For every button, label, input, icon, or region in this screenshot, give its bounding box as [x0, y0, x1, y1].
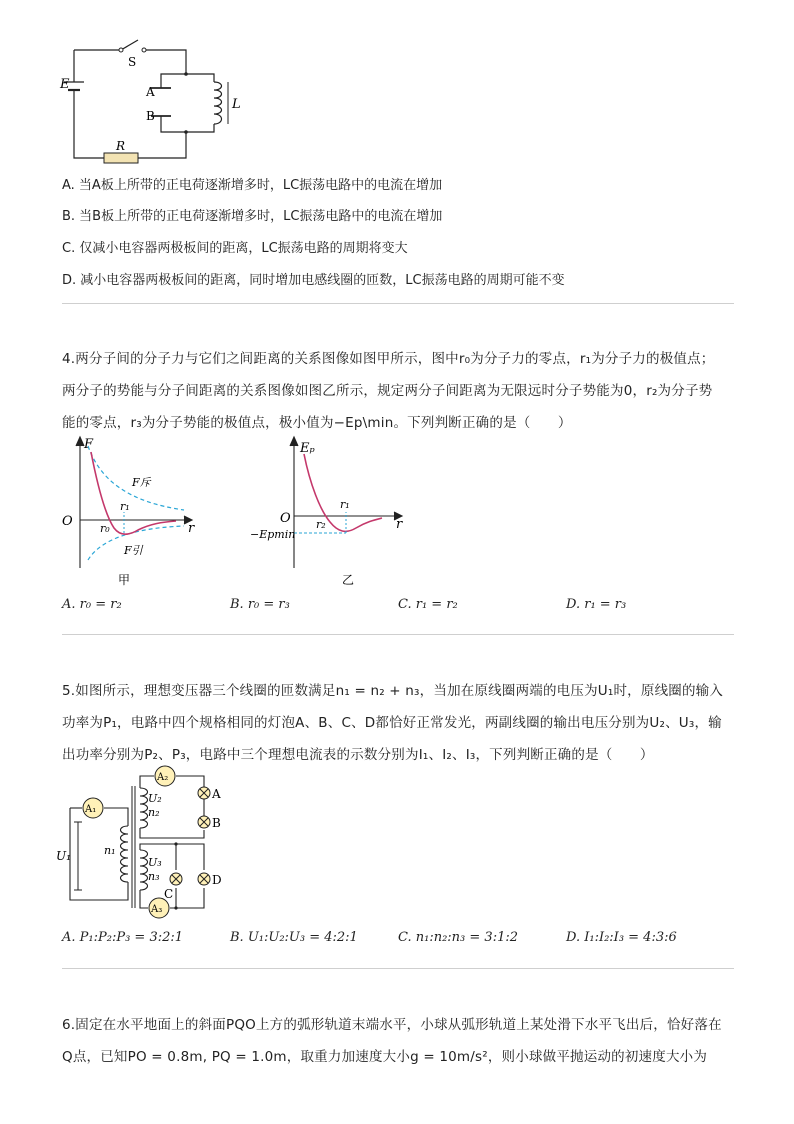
label-e: E	[60, 77, 70, 92]
q5-line-2: 功率为P₁，电路中四个规格相同的灯泡A、B、C、D都恰好正常发光，两副线圈的输出电压分别为U₂、U₃，输	[62, 715, 722, 731]
label-b: B	[146, 109, 155, 123]
q6-line-1: 6.固定在水平地面上的斜面PQO上方的弧形轨道末端水平，小球从弧形轨道上某处滑下水平飞出后，恰好落在	[62, 1017, 722, 1033]
q4-line-1: 4.两分子间的分子力与它们之间距离的关系图像如图甲所示，图中r₀为分子力的零点，r₁为分子力的极值点；	[62, 351, 715, 367]
label-r: R	[116, 139, 126, 153]
svg-text:A₁: A₁	[85, 804, 97, 815]
q4-line-3: 能的零点，r₃为分子势能的极值点，极小值为−Ep\min。下列判断正确的是（ ）	[62, 415, 572, 431]
q3-option-c: C. 仅减小电容器两极板间的距离，LC振荡电路的周期将变大	[62, 241, 408, 256]
q3-option-d: D. 减小电容器两极板间的距离，同时增加电感线圈的匝数，LC振荡电路的周期可能不变	[62, 273, 565, 288]
label-n3: n₃	[148, 870, 160, 883]
label-n2: n₂	[148, 806, 160, 819]
label-f-attraction: F引	[124, 544, 143, 557]
label-s: S	[128, 55, 137, 69]
resistor-r	[104, 153, 138, 163]
q4-line-2: 两分子的势能与分子间距离的关系图像如图乙所示，规定两分子间距离为无限远时分子势能为0，r₂为分子势	[62, 383, 713, 399]
label-r0: r₀	[100, 522, 110, 535]
label-lamp-a: A	[212, 787, 221, 801]
label-r-axis: r	[188, 521, 195, 536]
label-f: F	[84, 437, 94, 452]
label-lamp-b: B	[212, 816, 221, 830]
label-u1: U₁	[56, 849, 71, 863]
lc-circuit-figure	[56, 36, 246, 168]
label-o: O	[62, 514, 73, 529]
ammeter-a3	[149, 898, 169, 918]
label-r1: r₁	[120, 500, 130, 513]
transformer-circuit-figure	[56, 762, 246, 922]
svg-text:A₃: A₃	[151, 904, 163, 915]
ammeter-a2	[155, 766, 175, 786]
label-r1-yi: r₁	[340, 498, 350, 511]
q4-option-b: B. r₀ = r₃	[230, 597, 290, 612]
lamp-c	[170, 873, 182, 885]
q4-option-d: D. r₁ = r₃	[566, 597, 627, 612]
label-ep: Eₚ	[300, 441, 315, 456]
q4-option-c: C. r₁ = r₂	[398, 597, 458, 612]
q3-option-a: A. 当A板上所带的正电荷逐渐增多时，LC振荡电路中的电流在增加	[62, 178, 443, 193]
label-r2: r₂	[316, 518, 326, 531]
q5-option-c: C. n₁:n₂:n₃ = 3:1:2	[398, 930, 518, 945]
q3-option-b: B. 当B板上所带的正电荷逐渐增多时，LC振荡电路中的电流在增加	[62, 209, 443, 224]
q5-option-a: A. P₁:P₂:P₃ = 3:2:1	[62, 930, 184, 945]
label-n1: n₁	[104, 844, 116, 857]
lamp-d	[198, 873, 210, 885]
separator	[62, 634, 734, 635]
figure-yi-potential-graph	[250, 432, 410, 588]
label-u2: U₂	[148, 792, 162, 805]
svg-text:A₂: A₂	[157, 772, 169, 783]
ammeter-a1	[83, 798, 103, 818]
q5-line-3: 出功率分别为P₂、P₃，电路中三个理想电流表的示数分别为I₁、I₂、I₃，下列判断正确的是（ ）	[62, 747, 654, 763]
label-o-yi: O	[280, 511, 291, 526]
label-lamp-d: D	[212, 873, 222, 887]
label-l: L	[232, 97, 241, 112]
label-r-axis-yi: r	[396, 517, 403, 532]
label-u3: U₃	[148, 856, 162, 869]
q5-line-1: 5.如图所示，理想变压器三个线圈的匝数满足n₁ = n₂ + n₃，当加在原线圈两端的电压为U₁时，原线圈的输入	[62, 683, 724, 699]
label-a: A	[146, 85, 155, 99]
caption-yi: 乙	[342, 573, 355, 587]
caption-jia: 甲	[118, 573, 131, 587]
q4-option-a: A. r₀ = r₂	[62, 597, 122, 612]
q5-option-b: B. U₁:U₂:U₃ = 4:2:1	[230, 930, 358, 945]
q6-line-2: Q点，已知PO = 0.8m, PQ = 1.0m，取重力加速度大小g = 10m/s²，则小球做平抛运动的初速度大小为	[62, 1049, 708, 1065]
lamp-a	[198, 787, 210, 799]
q5-option-d: D. I₁:I₂:I₃ = 4:3:6	[566, 930, 677, 945]
separator	[62, 968, 734, 969]
separator	[62, 303, 734, 304]
label-ep-min: −Epmin	[250, 528, 296, 541]
figure-jia-force-graph	[58, 432, 208, 588]
label-f-repulsion: F斥	[132, 476, 151, 489]
label-lamp-c: C	[164, 887, 174, 901]
lamp-b	[198, 816, 210, 828]
